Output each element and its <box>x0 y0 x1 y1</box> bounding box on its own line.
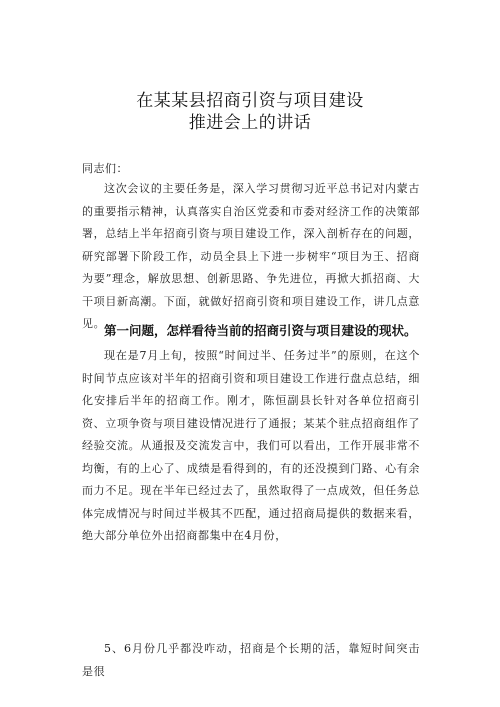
greeting: 同志们： <box>82 162 128 175</box>
document-title-line1: 在某某县招商引资与项目建设 <box>136 91 364 111</box>
intro-paragraph: 这次会议的主要任务是，深入学习贯彻习近平总书记对内蒙古的重要指示精神，认真落实自治区党委和市委对经济工作的决策部署，总结上半年招商引资与项目建设工作，深入剖析存在的问题，研究部署下阶段工作，动员全县上下进一步树牢“项目为王、招商为要”理念，解放思想、创新思路、争先进位，再掀大抓招商、大干项目新高潮。下面，就做好招商引资和项目建设工作，讲几点意见。 <box>82 182 420 330</box>
section-paragraph: 现在是7月上旬，按照“时间过半、任务过半”的原则，在这个时间节点应该对半年的招商引资和项目建设工作进行盘点总结，细化安排后半年的招商工作。刚才，陈恒副县长针对各单位招商引资、立项争资与项目建设情况进行了通报；某某个驻点招商组作了经验交流。从通报及交流发言中，我们可以看出，工作开展非常不均衡，有的上心了、成绩是看得到的，有的还没摸到门路、心有余而力不足。现在半年已经过去了，虽然取得了一点成效，但任务总体完成情况与时间过半极其不匹配，通过招商局提供的数据来看，绝大部分单位外出招商都集中在4月份， <box>82 349 420 542</box>
section-paragraph-continued: 5、6月份几乎都没咋动，招商是个长期的活，靠短时间突击是很 <box>82 642 420 678</box>
document-title-line2: 推进会上的讲话 <box>188 113 312 133</box>
section-heading: 第一问题，怎样看待当前的招商引资与项目建设的现状。 <box>104 323 417 338</box>
